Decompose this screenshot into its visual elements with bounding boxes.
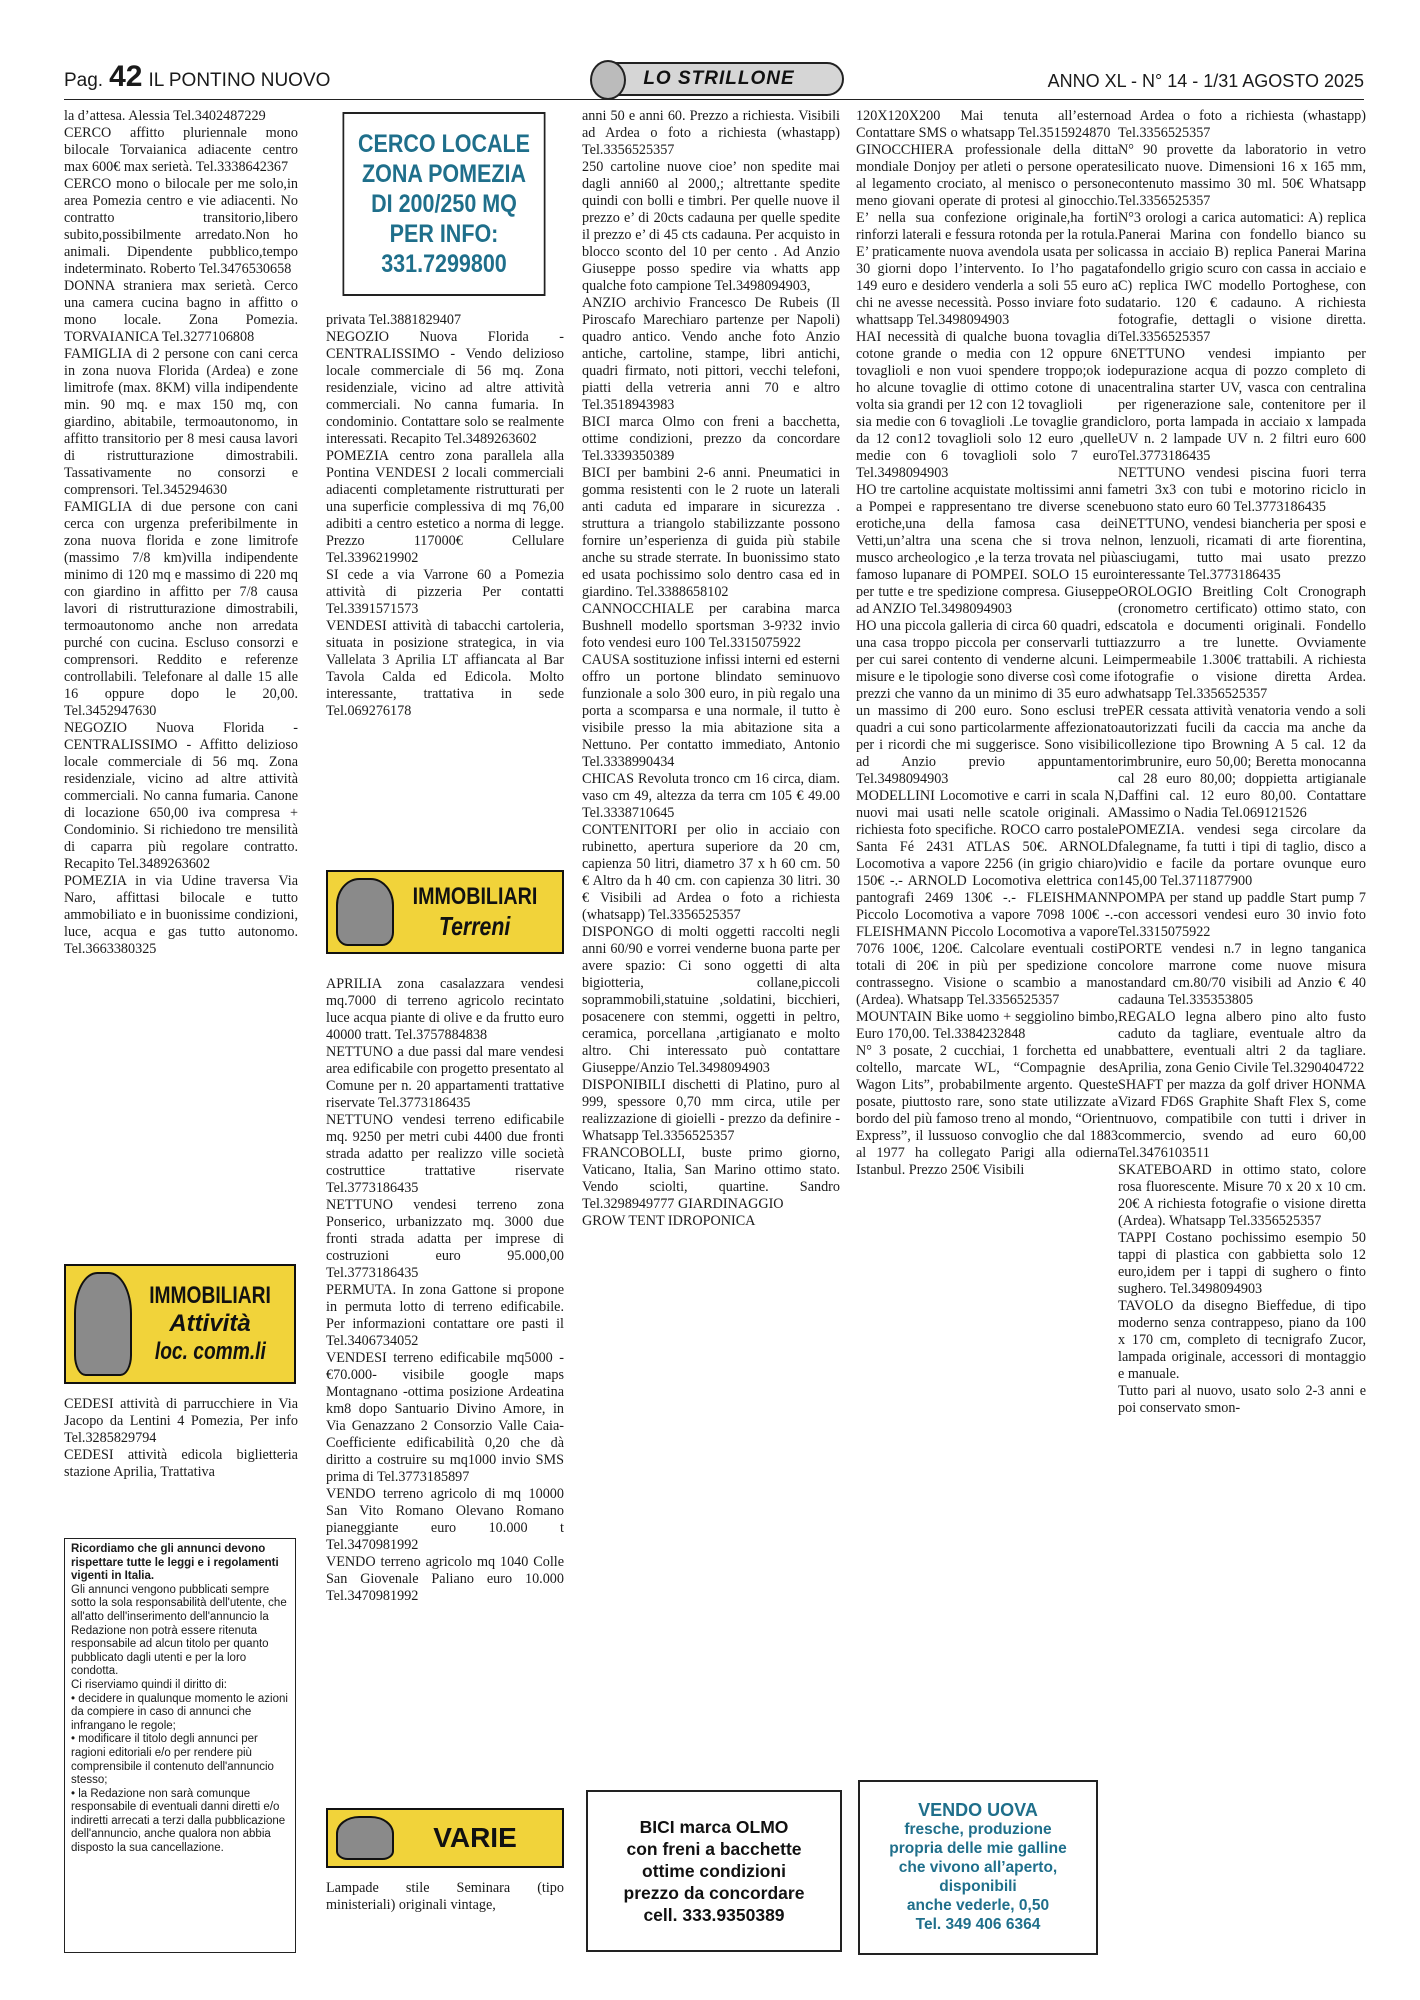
column-3: [582, 108, 840, 1776]
ad-text: privata Tel.3881829407: [326, 312, 462, 328]
ad-text: SI cede a via Varrone 60 a Pomezia attività di pizzeria Per contatti Tel.3391571573: [326, 567, 564, 617]
box-line: CERCO LOCALE: [358, 130, 530, 158]
ad-text: VENDESI attività di tabacchi cartoleria, situata in posizione strategica, in via Vallelata 3 Aprilia LT affiancata al Bar Tavola Calda ed Edicola. Molto interessante, trattativa in sede Tel.069276178: [326, 618, 564, 719]
box-title: VENDO UOVA: [918, 1800, 1038, 1820]
ad-text: anni 50 e anni 60. Prezzo a richiesta. Visibili ad Ardea o foto a richiesta (whastapp) Tel.3356525357: [582, 108, 840, 158]
ad-text: TAVOLO da disegno Bieffedue, di tipo moderno senza contrappeso, piano da 100 x 170 cm, completo di tecnigrafo Zucor, lampada originale, accessori di montaggio e manuale.: [1118, 1298, 1366, 1382]
ad-text: VENDESI terreno edificabile mq5000 -€70.000- visibile google maps Montagnano -ottima posizione Ardeatina km8 dopo Santuario Divino Amore, in Via Genazzano 2 Consorzio Valle Caia- Coefficiente edificabilità 0,20 che dà diritto a costruire su mq1000 invio SMS prima di Tel.3773185897: [326, 1350, 564, 1485]
strillone-mascot-icon: [336, 1816, 394, 1860]
ad-text: NEGOZIO Nuova Florida - CENTRALISSIMO - Vendo delizioso locale commerciale di 56 mq. Zona residenziale, vicino ad altre attività commerciali. No canna fumaria. In condominio. Contattare solo se realmente interessati. Recapito Tel.3489263602: [326, 329, 564, 447]
ad-text: SKATEBOARD in ottimo stato, colore rosa fluorescente. Misure 70 x 20 x 10 cm. 20€ A richiesta fotografie o visione diretta (Ardea). Whatsapp Tel.3356525357: [1118, 1162, 1366, 1229]
box-line: disponibili: [939, 1878, 1017, 1895]
ad-text: HO una piccola galleria di circa 60 quadri, ed una casa troppo piccola per conservarli tutti per cui sarei contento di venderne alcuni. Le misure e le tipologie sono diverse così come i prezzi che vanno da un minimo di 35 euro ad un massimo di 200 euro. Sono esclusi tre quadri a cui sono particolarmente affezionato per i ricordi che mi suggerisce. Sono visibili ad Anzio previo appuntamento Tel.3498094903: [856, 618, 1118, 787]
column-1-lower: [64, 1396, 298, 1530]
ad-text: MOUNTAIN Bike uomo + seggiolino bimbo, Euro 170,00. Tel.3384232848: [856, 1009, 1118, 1042]
box-line: che vivono all’aperto,: [898, 1859, 1058, 1876]
issue-info: ANNO XL - N° 14 - 1/31 AGOSTO 2025: [1047, 71, 1364, 91]
ad-text: DONNA straniera max serietà. Cerco una camera cucina bagno in affitto o mono locale. Zona Pomezia. TORVAIANICA Tel.3277106808: [64, 278, 298, 345]
ad-text: CEDESI attività di parrucchiere in Via Jacopo da Lentini 4 Pomezia, Per info Tel.3285829794: [64, 1396, 298, 1446]
ad-text: Lampade stile Seminara (tipo ministeriali) originali vintage,: [326, 1880, 564, 1913]
page-number: 42: [109, 60, 143, 93]
box-line: ZONA POMEZIA: [361, 160, 527, 188]
box-line: PER INFO:: [389, 220, 499, 248]
box-phone: Tel. 349 406 6364: [915, 1916, 1041, 1933]
vendo-uova-box: [858, 1780, 1098, 1955]
box-line: fresche, produzione: [904, 1821, 1052, 1838]
ad-text: NETTUNO vendesi piscina fuori terra metri 3x3 con tubi e motorino riciclo in buono stato euro 60 Tel.3773186435: [1118, 465, 1366, 515]
ad-text: GROW TENT IDROPONICA: [582, 1213, 756, 1229]
ad-text: REGALO legna albero pino alto fusto caduto da tagliare, eventuale altro da abbattere, eventuali altri 2 da tagliare. Aprilia, zona Genio Civile Tel.3290404722: [1118, 1009, 1366, 1076]
ad-text: CONTENITORI per olio in acciaio con rubinetto, apertura superiore da 20 cm, capienza 50 litri, diametro 37 x h 60 cm. 50 € Altro da h 40 cm. con capienza 30 litri. 30 € Visibili ad Ardea o foto a richiesta (whatsapp) Tel.3356525357: [582, 822, 840, 923]
box-line: anche vederle, 0,50: [906, 1897, 1050, 1914]
ad-text: CERCO affitto pluriennale mono bilocale Torvaianica adiacente centro max 600€ max serietà. Tel.3338642367: [64, 125, 298, 175]
ad-text: SHAFT per mazza da golf driver HONMA Vizard FD6S Graphite Shaft Flex S, come nuovo, compatibile con tutti i driver in commercio, svendo ad euro 60,00 Tel.3476103511: [1118, 1077, 1366, 1161]
ad-text: VENDO terreno agricolo di mq 10000 San Vito Romano Olevano Romano pianeggiante euro 10.000 t Tel.3470981992: [326, 1486, 564, 1553]
immobiliari-attivita-banner: [64, 1264, 296, 1384]
column-2: [326, 312, 564, 860]
ad-text: POMPA per stand up paddle Start pump 7 con accessori vendesi euro 30 invio foto Tel.3315075922: [1118, 890, 1366, 940]
ad-text: ad Ardea o foto a richiesta (whastapp) Tel.3356525357: [1118, 108, 1366, 141]
ad-text: CANNOCCHIALE per carabina marca Bushnell modello sportsman 3-9?32 invio foto vendesi euro 100 Tel.3315075922: [582, 601, 840, 651]
box-phone: cell. 333.9350389: [643, 1905, 785, 1925]
ad-text: FRANCOBOLLI, buste primo giorno, Vaticano, Italia, San Marino ottimo stato. Vendo sciolti, quartine. Sandro Tel.3298949777 GIARDINAGGIO: [582, 1145, 840, 1212]
ad-text: DISPONIBILI dischetti di Platino, puro al 999, spessore 0,70 mm circa, utile per realizzazione di gioielli - prezzo da definire - Whatsapp Tel.3356525357: [582, 1077, 840, 1144]
column-1: [64, 108, 298, 1248]
logo-text: LO STRILLONE: [643, 68, 795, 89]
disclaimer-bullet: • modificare il titolo degli annunci per ragioni editoriali e/o per rendere più comprensibile il contenuto dell'annuncio stesso;: [71, 1733, 274, 1787]
lo-strillone-logo: [594, 62, 844, 96]
ad-text: PER cessata attività venatoria vendo a soli autorizzati fucili da caccia ma anche da collezione tipo Browning A 5 cal. 12 da rimbrunire, euro 50,00; Beretta monocanna cal 28 euro 80,00; doppietta artigianale Daffini cal. 12 euro 80,00. Contattare Massimo o Nadia Tel.069121526: [1118, 703, 1366, 821]
ad-text: 250 cartoline nuove cioe’ non spedite mai dagli anni60 al 2000,; altrettante spedite quindi con bolli e timbri. Per quelle nuove il prezzo e’ di 20cts cadauna per quelle spedite il prezzo e’ di 45 cts cadauna. Per acquisto in blocco sconto del 10 per cento . Ad Anzio Giuseppe posso spedire via whatts app qualche foto campione Tel.3498094903,: [582, 159, 840, 294]
ad-text: POMEZIA in via Udine traversa Via Naro, affittasi bilocale e tutto ammobiliato e in buonissime condizioni, luce, acqua e gas tutto autonomo. Tel.3663380325: [64, 873, 298, 957]
strillone-mascot-icon: [74, 1272, 132, 1376]
ad-text: CHICAS Revoluta tronco cm 16 circa, diam. vaso cm 49, altezza da terra cm 105 € 49.00 Tel.3338710645: [582, 771, 840, 821]
ad-text: HO tre cartoline acquistate moltissimi anni fa a Pompei e rappresentano tre diverse scene erotiche,una della famosa casa dei Vetti,un’altra una scena che si trova nel musco archeologico ,e la terza trovata nel più famoso lupanare di POMPEI. SOLO 15 euro per tutte e tre spedizione compresa. Giuseppe ad ANZIO Tel.3498094903: [856, 482, 1118, 617]
ad-text: N° 3 posate, 2 cucchiai, 1 forchetta ed un coltello, marcate WL, “Compagnie des Wagon Lits”, probabilmente argento. Queste posate, piuttosto rare, sono state utilizzate a bordo del più famoso treno al mondo, “Orient Express”, il lussuoso convoglio che dal 1883 al 1977 ha collegato Parigi alla odierna Istanbul. Prezzo 250€ Visibili: [856, 1043, 1118, 1178]
ad-text: POMEZIA. vendesi sega circolare da falegname, fa tutti i tipi di taglio, disco a vidio e facile da portare ovunque euro 145,00 Tel.3711877900: [1118, 822, 1366, 889]
varie-banner: [326, 1808, 564, 1868]
box-phone: 331.7299800: [381, 250, 507, 278]
cerco-locale-box: [343, 112, 546, 296]
ad-text: HAI necessità di qualche buona tovaglia di cotone grande o media con 12 oppure 6 tovaglioli e non vuoi spendere troppo;ok io ho alcune tovaglie di ottimo cotone di una volta sia grandi per 12 con 12 tovaglioli: [856, 329, 1118, 413]
pag-label: Pag.: [64, 70, 104, 91]
disclaimer-title: Ricordiamo che gli annunci devono rispettare tutte le leggi e i regolamenti vigenti in Italia.: [71, 1543, 279, 1583]
ad-text: NETTUNO, vendesi biancheria per sposi e non, lenzuoli, ricamati di arte fiorentina, asciugami, tutto mai usato prezzo interessante Tel.3773186435: [1118, 516, 1366, 583]
ad-text: NETTUNO a due passi dal mare vendesi area edificabile con progetto presentato al Comune per n. 20 appartamenti trattative riservate Tel.3773186435: [326, 1044, 564, 1111]
column-2-varie: [326, 1880, 564, 1952]
ad-text: la d’attesa. Alessia Tel.3402487229: [64, 108, 266, 124]
disclaimer-body: Ci riserviamo quindi il diritto di:: [71, 1678, 227, 1691]
header-left: [64, 60, 330, 94]
ad-text: GINOCCHIERA professionale della ditta mondiale Donjoy per atleti o persone operate al legamento crociato, al menisco o persone meno giovani operate di protesi al ginocchio. E’ nella sua confezione originale,ha forti rinforzi laterali e fessura rotonda per la rotula. E’ praticamente nuova avendola usata per soli 30 giorni dopo l’intervento. Io l’ho pagata 149 euro e desidero venderla a soli 55 euro a chi ne avesse necessità. Posso inviare foto su whattsapp Tel.3498094903: [856, 142, 1118, 328]
ad-text: VENDO terreno agricolo mq 1040 Colle San Giovenale Paliano euro 10.000 Tel.3470981992: [326, 1554, 564, 1604]
ad-text: FAMIGLIA di due persone con cani cerca con urgenza preferibilmente in zona nuova florida e zone limitrofe (massimo 7/8 km)villa indipendente minimo di 120 mq e massimo di 220 mq con giardino in affitto per 7/8 causa lavori di ristrutturazione dimostrabili, termoautonomo anche non arredata purché con cucina. Escluso consorzi e comprensori. Reddito e referenze controllabili. Telefonare al dalle 15 alle 16 oppure dopo le 20,00. Tel.3452947630: [64, 499, 298, 719]
box-line: DI 200/250 MQ: [371, 190, 517, 218]
ad-text: TAPPI Costano pochissimo esempio 50 tappi di plastica con gabbietta solo 12 euro,idem per i tappi di sughero o finto sughero. Tel.3498094903: [1118, 1230, 1366, 1297]
box-line: prezzo da concordare: [623, 1883, 805, 1903]
ad-text: FAMIGLIA di 2 persone con cani cerca in zona nuova Florida (Ardea) e zone limitrofe (max. 8KM) villa indipendente min. 90 mq. e max 150 mq, con giardino, abitabile, termoautonomo, in affitto transitorio per 8 mesi causa lavori di ristrutturazione dimostrabili. Tassativamente no consorzi e comprensori. Tel.345294630: [64, 346, 298, 498]
bici-olmo-box: [586, 1790, 842, 1952]
ad-text: 120X120X200 Mai tenuta all’esterno Contattare SMS o whatsapp Tel.3515924870: [856, 108, 1118, 141]
ad-text: ANZIO archivio Francesco De Rubeis (Il Piroscafo Marechiaro partenze per Napoli) quadro antico. Vendo anche foto Anzio antiche, cartoline, stampe, libri antichi, quadri firmato, noti pittori, vecchi telefoni, piatti della vetreria anni 70 e altro Tel.3518943983: [582, 295, 840, 413]
banner-title: VARIE: [433, 1822, 517, 1853]
disclaimer-box: [64, 1538, 296, 1953]
ad-text: OROLOGIO Breitling Colt Cronograph (cronometro certificato) ottimo stato, con scatola e documenti originali. Fondello azzurro a tre lunette. Ovviamente impermeabile 1.300€ trattabili. A richiesta fotografie o visione diretta Ardea. whatsapp Tel.3356525357: [1118, 584, 1366, 702]
ad-text: PORTE vendesi n.7 in legno tanganica colore marrone come nuove misura standard cm.80/70 visibili ad Anzio € 40 cadauna Tel.335353805: [1118, 941, 1366, 1008]
ad-text: POMEZIA centro zona parallela alla Pontina VENDESI 2 locali commerciali adiacenti completamente ristrutturati per una superficie complessiva di mq 76,00 adibiti a centro estetico a norma di legge. Prezzo 117000€ Cellulare Tel.3396219902: [326, 448, 564, 566]
strillone-mascot-icon: [336, 878, 394, 946]
banner-title: IMMOBILIARI: [412, 882, 538, 910]
ad-text: Tutto pari al nuovo, usato solo 2-3 anni e poi conservato smon-: [1118, 1383, 1366, 1416]
box-line: BICI marca OLMO: [639, 1817, 789, 1837]
ad-text: CEDESI attività edicola biglietteria stazione Aprilia, Trattativa: [64, 1447, 298, 1480]
disclaimer-bullet: • la Redazione non sarà comunque responsabile di eventuali danni diretti e/o indiretti arrecati a terzi dalla pubblicazione dell'annuncio, anche qualora non abbia disposto la sua cancellazione.: [71, 1787, 286, 1855]
ad-text: NETTUNO vendesi terreno edificabile mq. 9250 per metri cubi 4400 due fronti strada adatto per realizzo ville società costruttice trattative riservate Tel.3773186435: [326, 1112, 564, 1196]
banner-title: IMMOBILIARI: [149, 1282, 271, 1309]
ad-text: NEGOZIO Nuova Florida - CENTRALISSIMO - Affitto delizioso locale commerciale di 56 mq. Zona residenziale, vicino ad altre attività commerciali. No canna fumaria. Canone di locazione 650,00 iva compresa + Condominio. Si richiedono tre mensilità di caparra più regolare contratto. Recapito Tel.3489263602: [64, 720, 298, 872]
ad-text: DISPONGO di molti oggetti raccolti negli anni 60/90 e vorrei venderne buona parte per avere spazio: Ci sono oggetti di alta bigiotteria, collane,piccoli soprammobili,statuine ,soldatini, bicchieri, posacenere con stemmi, oggetti in peltro, ceramica, porcellana ,artigianato e molto altro. Chi interessato può contattare Giuseppe/Anzio Tel.3498094903: [582, 924, 840, 1076]
box-line: con freni a bacchette: [626, 1839, 802, 1859]
column-5: [1118, 108, 1366, 1960]
column-4: [856, 108, 1118, 1772]
ad-text: NETTUNO vendesi terreno zona Ponserico, urbanizzato mq. 3000 due fronti strada adatta per imprese di costruzioni euro 95.000,00 Tel.3773186435: [326, 1197, 564, 1281]
immobiliari-terreni-banner: [326, 870, 564, 954]
banner-subtitle: Terreni: [439, 910, 511, 941]
ad-text: BICI marca Olmo con freni a bacchetta, ottime condizioni, prezzo da concordare Tel.3339350389: [582, 414, 840, 464]
box-line: ottime condizioni: [642, 1861, 786, 1881]
ad-text: CAUSA sostituzione infissi interni ed esterni offro un portone blindato seminuovo funzionale a solo 300 euro, in più regalo una porta a scomparsa e una normale, il tutto è visibile presso la mia abitazione sita a Nettuno. Per contatto immediato, Antonio Tel.3338990434: [582, 652, 840, 770]
banner-subtitle: Attività: [169, 1310, 251, 1337]
column-2-terreni: [326, 976, 564, 1800]
ad-text: PERMUTA. In zona Gattone si propone in permuta lotto di terreno edificabile. Per informazioni contattare ore pasti il Tel.3406734052: [326, 1282, 564, 1349]
page-header: [64, 62, 1364, 100]
box-line: propria delle mie galline: [889, 1840, 1067, 1857]
paper-name: IL PONTINO NUOVO: [148, 70, 331, 91]
disclaimer-bullet: • decidere in qualunque momento le azioni da compiere in caso di annunci che infrangano le regole;: [71, 1692, 288, 1732]
ad-text: sia medie con 6 tovaglioli .Le tovaglie grandi da 12 con12 tovaglioli solo 12 euro ,quelle medie con 6 tovaglioli solo 7 euro Tel.3498094903: [856, 414, 1118, 481]
banner-subtitle: loc. comm.li: [154, 1338, 266, 1365]
ad-text: NETTUNO vendesi impianto per depurazione acqua di pozzo completo di centralina starter UV, vasca con centralina per rigenerazione sale, contenitore per il cloro, porta lampada in acciaio x lampada UV n. 2 lampade UV n. 2 filtri euro 600 Tel.3773186435: [1118, 346, 1366, 464]
ad-text: N°3 orologi a carica automatici: A) replica Panerai Marina con fondello bianco su cassa in acciaio B) replica Panerai Marina fondello grigio scuro con cassa in acciaio e C) replica IWC modello Portoghese, con datario. 120 € cadauno. A richiesta fotografie, dettagli o visione diretta. Tel.3356525357: [1118, 210, 1366, 345]
ad-text: APRILIA zona casalazzara vendesi mq.7000 di terreno agricolo recintato luce acqua piante di olive e da frutto euro 40000 tratt. Tel.3757884838: [326, 976, 564, 1043]
ad-text: CERCO mono o bilocale per me solo,in area Pomezia centro e vie adiacenti. No contratto transitorio,libero subito,possibilmente arredato.Non ho animali. Dipendente pubblico,tempo indeterminato. Roberto Tel.3476530658: [64, 176, 298, 277]
ad-text: N° 90 provette da laboratorio in vetro silicato nuove. Dimensioni 16 x 165 mm, contenuto massimo 30 ml. 50€ Whatsapp Tel.3356525357: [1118, 142, 1366, 209]
strillone-mascot-icon: [590, 60, 626, 100]
ad-text: MODELLINI Locomotive e carri in scala N, nuovi mai usati nelle scatole originali. A richiesta foto specifiche. ROCO carro postale Santa Fé 2431 ATLAS 50€. ARNOLD Locomotiva a vapore 2256 (in grigio chiaro) 150€ -.- ARNOLD Locomotiva elettrica con pantografi 2469 130€ -.- FLEISHMANN Piccolo Locomotiva a vapore 7098 100€ -.- FLEISHMANN Piccolo Locomotiva a vapore 7076 100€, 120€. Calcolare eventuali costi totali di 20€ in più per spedizione con contrassegno. Visione o scambio a mano (Ardea). Whatsapp Tel.3356525357: [856, 788, 1118, 1008]
ad-text: BICI per bambini 2-6 anni. Pneumatici in gomma resistenti con le 2 ruote un laterali anti caduta ed imparare in sicurezza . struttura a triangolo stabilizzante possono fornire un’esperienza di guida più stabile anche su strade sterrate. In buonissimo stato ed usata pochissimo solo dentro casa ed in giardino. Tel.3388658102: [582, 465, 840, 600]
disclaimer-body: Gli annunci vengono pubblicati sempre sotto la sola responsabilità dell'utente, che all'atto dell'inserimento dell'annuncio la Redazione non potrà essere ritenuta responsabile ad alcun titolo per quanto pubblicato dagli utenti e per la loro condotta.: [71, 1583, 287, 1678]
